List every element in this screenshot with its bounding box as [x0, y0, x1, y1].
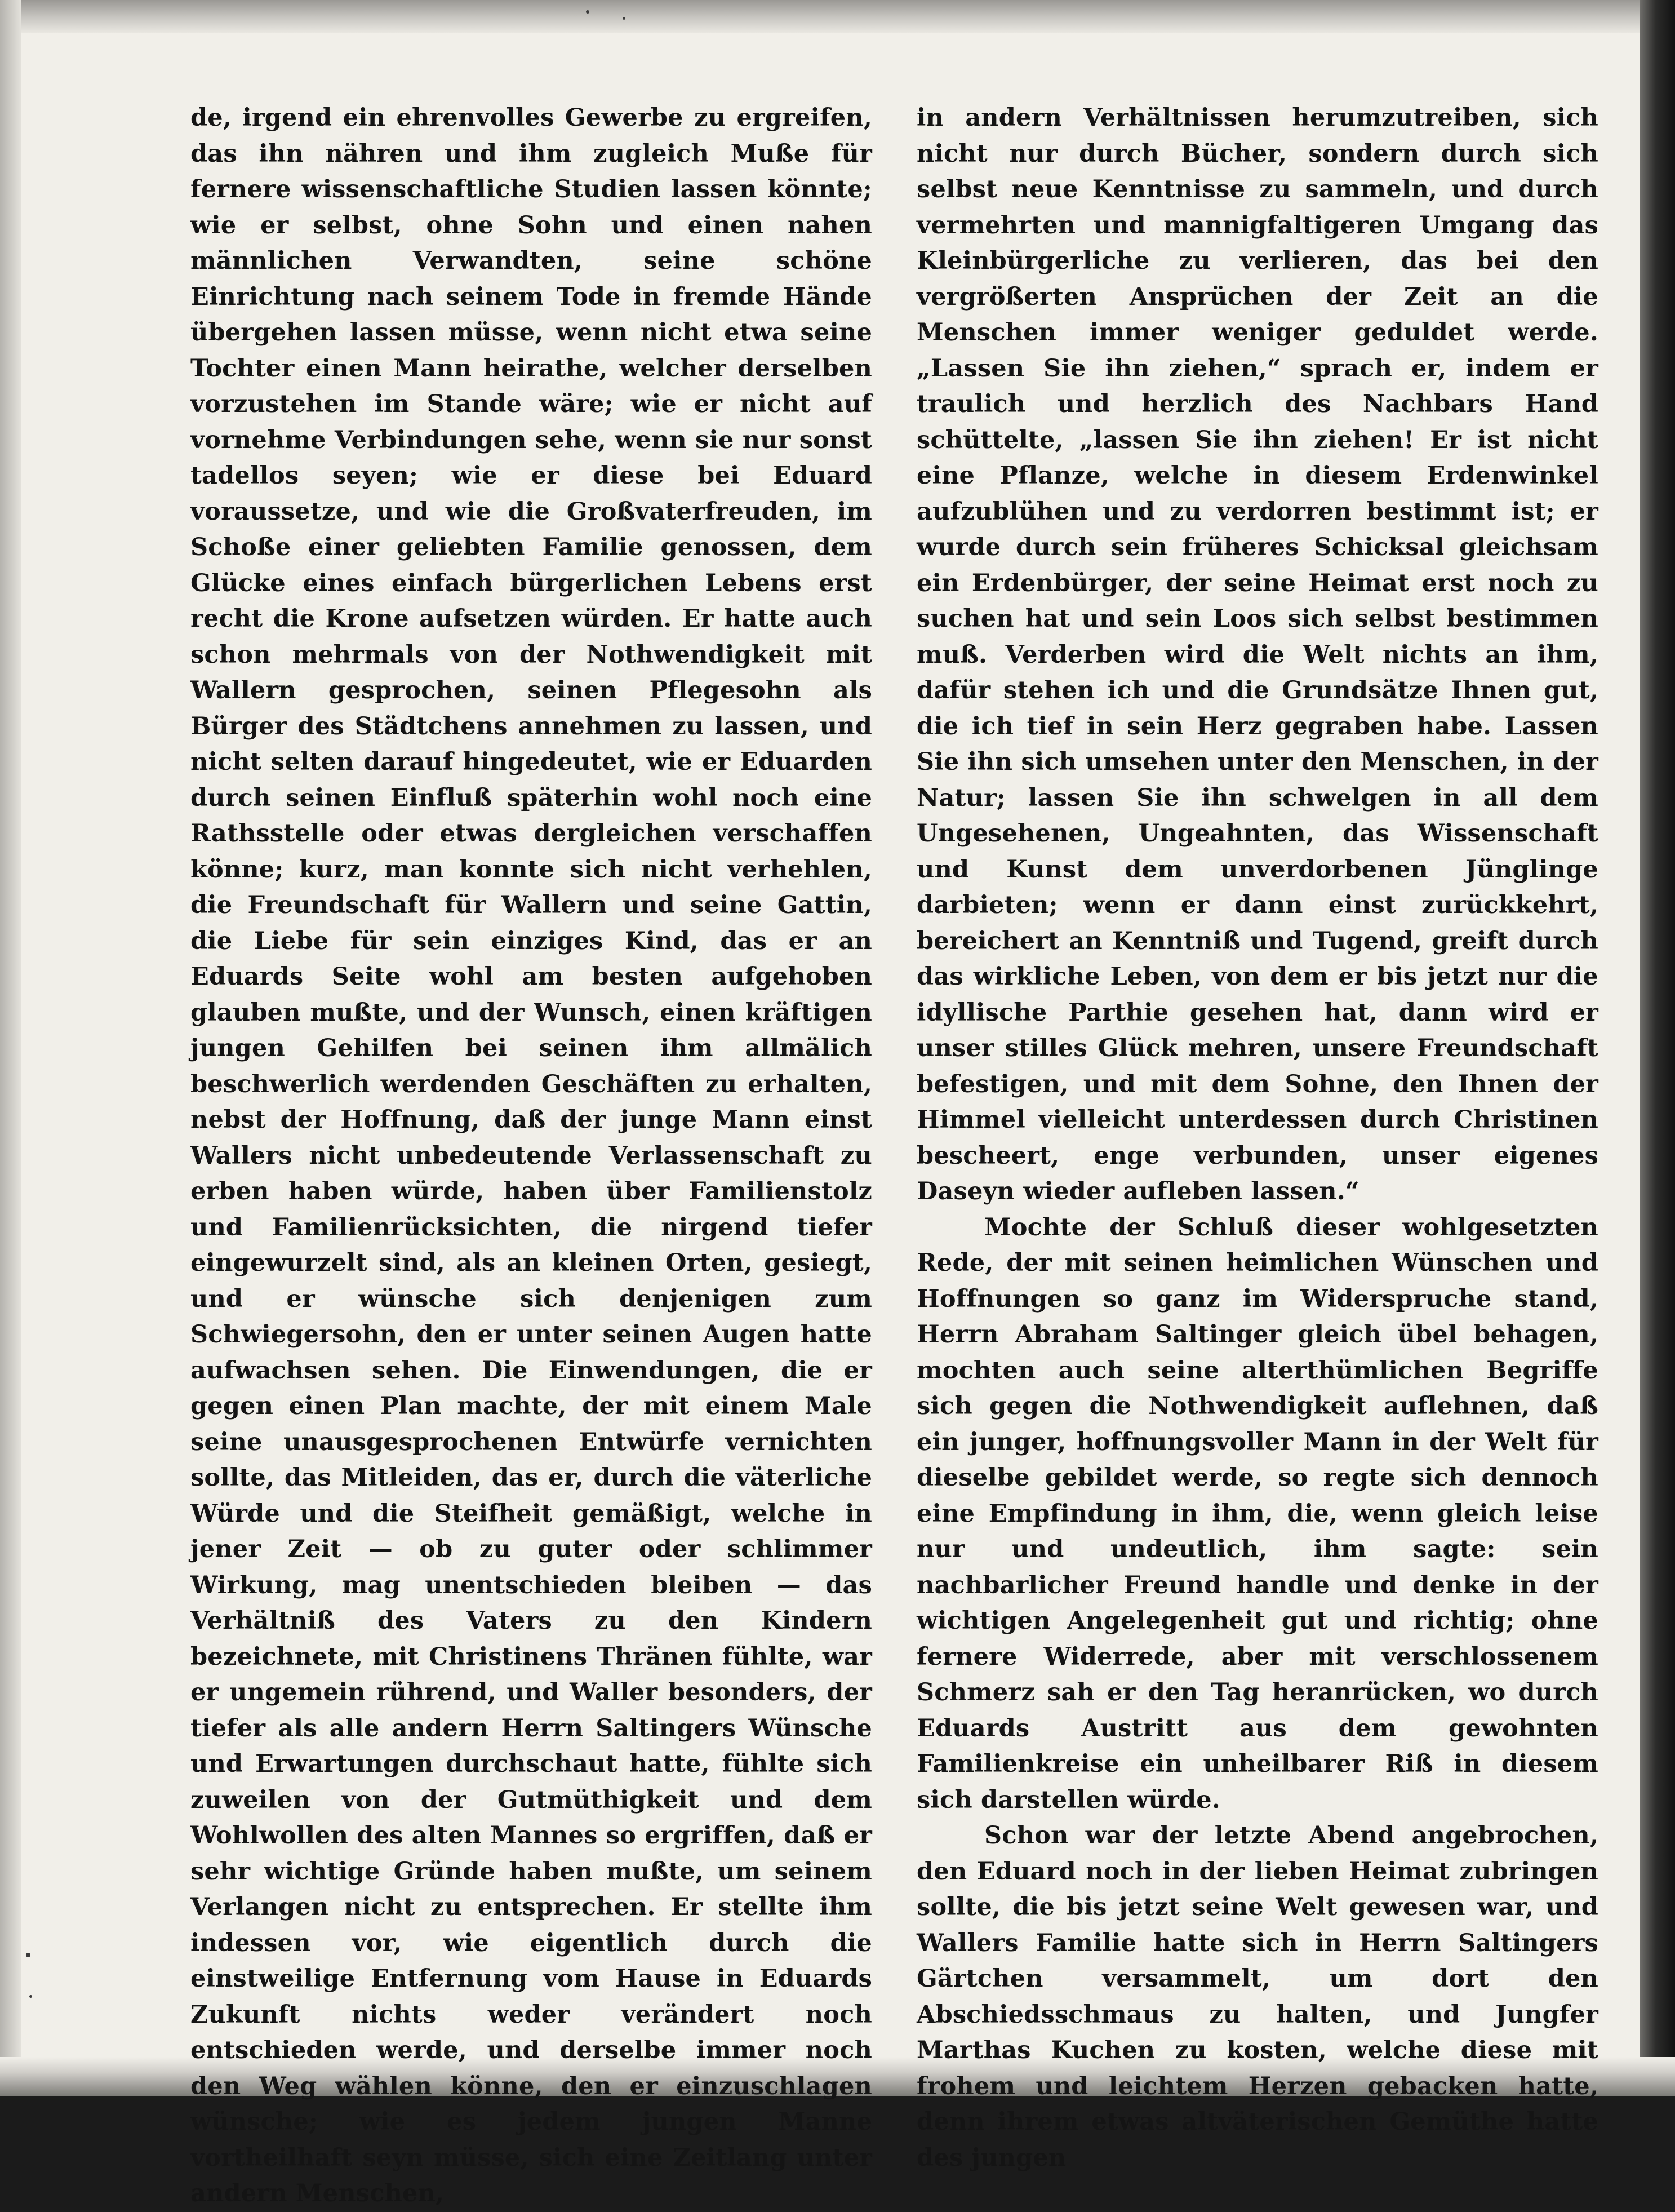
right-paragraph-1: in andern Verhältnissen herumzutreiben, sich nicht nur durch Bücher, sondern durch sich selbst neue Kenntnisse zu sammeln, und durch vermehrten und mannigfaltigeren Umgang das Kleinbürgerliche zu verlieren, das bei den vergrößerten Ansprüchen der Zeit an die Menschen immer weniger geduldet werde. „Lassen Sie ihn ziehen,“ sprach er, indem er traulich und herzlich des Nachbars Hand schüttelte, „lassen Sie ihn ziehen! Er ist nicht eine Pflanze, welche in diesem Erdenwinkel aufzublühen und zu verdorren bestimmt ist; er wurde durch sein früheres Schicksal gleichsam ein Erdenbürger, der seine Heimat erst noch zu suchen hat und sein Loos sich selbst bestimmen muß. Verderben wird die Welt nichts an ihm, dafür stehen ich und die Grundsätze Ihnen gut, die ich tief in sein Herz gegraben habe. Lassen Sie ihn sich umsehen unter den Menschen, in der Natur; lassen Sie ihn schwelgen in all dem Ungesehenen, Ungeahnten, das Wissenschaft und Kunst dem unverdorbenen Jünglinge darbieten; wenn er dann einst zurückkehrt, bereichert an Kenntniß und Tugend, greift durch das wirkliche Leben, von dem er bis jetzt nur die idyllische Parthie gesehen hat, dann wird er unser stilles Glück mehren, unsere Freundschaft befestigen, und mit dem Sohne, den Ihnen der Himmel vielleicht unterdessen durch Christinen bescheert, enge verbunden, unser eigenes Daseyn wieder aufleben lassen.“	[917, 104, 1598, 1205]
scan-speck	[586, 10, 589, 14]
page-right-gutter	[1640, 0, 1675, 2096]
page-left-edge	[0, 0, 21, 2096]
scan-speck	[29, 1995, 32, 1998]
right-paragraph-2: Mochte der Schluß dieser wohlgesetzten Rede, der mit seinen heimlichen Wünschen und Hoffnungen so ganz im Widerspruche stand, Herrn Abraham Saltinger gleich übel behagen, mochten auch seine alterthümlichen Begriffe sich gegen die Nothwendigkeit auflehnen, daß ein junger, hoffnungsvoller Mann in der Welt für dieselbe gebildet werde, so regte sich dennoch eine Empfindung in ihm, die, wenn gleich leise nur und undeutlich, ihm sagte: sein nachbarlicher Freund handle und denke in der wichtigen Angelegenheit gut und richtig; ohne fernere Widerrede, aber mit verschlossenem Schmerz sah er den Tag heranrücken, wo durch Eduards Austritt aus dem gewohnten Familienkreise ein unheilbarer Riß in diesem sich darstellen würde.	[917, 1213, 1598, 1814]
left-paragraph-1: de, irgend ein ehrenvolles Gewerbe zu ergreifen, das ihn nähren und ihm zugleich Muße für fernere wissenschaftliche Studien lassen könnte; wie er selbst, ohne Sohn und einen nahen männlichen Verwandten, seine schöne Einrichtung nach seinem Tode in fremde Hände übergehen lassen müsse, wenn nicht etwa seine Tochter einen Mann heirathe, welcher derselben vorzustehen im Stande wäre; wie er nicht auf vornehme Verbindungen sehe, wenn sie nur sonst tadellos seyen; wie er diese bei Eduard voraussetze, und wie die Großvaterfreuden, im Schoße einer geliebten Familie genossen, dem Glücke eines einfach bürgerlichen Lebens erst recht die Krone aufsetzen würden. Er hatte auch schon mehrmals von der Nothwendigkeit mit Wallern gesprochen, seinen Pflegesohn als Bürger des Städtchens annehmen zu lassen, und nicht selten darauf hingedeutet, wie er Eduarden durch seinen Einfluß späterhin wohl noch eine Rathsstelle oder etwas dergleichen verschaffen könne; kurz, man konnte sich nicht verhehlen, die Freundschaft für Wallern und seine Gattin, die Liebe für sein einziges Kind, das er an Eduards Seite wohl am besten aufgehoben glauben mußte, und der Wunsch, einen kräftigen jungen Gehilfen bei seinen ihm allmälich beschwerlich werdenden Geschäften zu erhalten, nebst der Hoffnung, daß der junge Mann einst Wallers nicht unbedeutende Verlassenschaft zu erben haben würde, haben über Familienstolz und Familienrücksichten, die nirgend tiefer eingewurzelt sind, als an kleinen Orten, gesiegt, und er wünsche sich denjenigen zum Schwiegersohn, den er unter seinen Augen hatte aufwachsen sehen. Die Einwendungen, die er gegen einen Plan machte, der mit einem Male seine unausgesprochenen Entwürfe vernichten sollte, das Mitleiden, das er, durch die väterliche Würde und die Steifheit gemäßigt, welche in jener Zeit — ob zu guter oder schlimmer Wirkung, mag unentschieden bleiben — das Verhältniß des Vaters zu den Kindern bezeichnete, mit Christinens Thränen fühlte, war er ungemein rührend, und Waller besonders, der tiefer als alle andern Herrn Saltingers Wünsche und Erwartungen durchschaut hatte, fühlte sich zuweilen von der Gutmüthigkeit und dem Wohlwollen des alten Mannes so ergriffen, daß er sehr wichtige Gründe haben mußte, um seinem Verlangen nicht zu entsprechen. Er stellte ihm indessen vor, wie eigentlich durch die einstweilige Entfernung vom Hause in Eduards Zukunft nichts weder verändert noch entschieden werde, und derselbe immer noch den Weg wählen könne, den er einzuschlagen wünsche; wie es jedem jungen Manne vortheilhaft seyn müsse, sich eine Zeitlang unter andern Menschen,	[190, 104, 872, 2207]
left-text-column	[190, 100, 872, 2207]
right-text-column	[917, 100, 1598, 2172]
right-paragraph-3: Schon war der letzte Abend angebrochen, den Eduard noch in der lieben Heimat zubringen sollte, die bis jetzt seine Welt gewesen war, und Wallers Familie hatte sich in Herrn Saltingers Gärtchen versammelt, um dort den Abschiedsschmaus zu halten, und Jungfer Marthas Kuchen zu kosten, welche diese mit frohem und leichtem Herzen gebacken hatte, denn ihrem etwas altväterischen Gemüthe hatte des jungen	[917, 1821, 1598, 2172]
scan-speck	[26, 1953, 30, 1957]
scan-speck	[623, 17, 625, 20]
page-top-shadow	[0, 0, 1675, 33]
